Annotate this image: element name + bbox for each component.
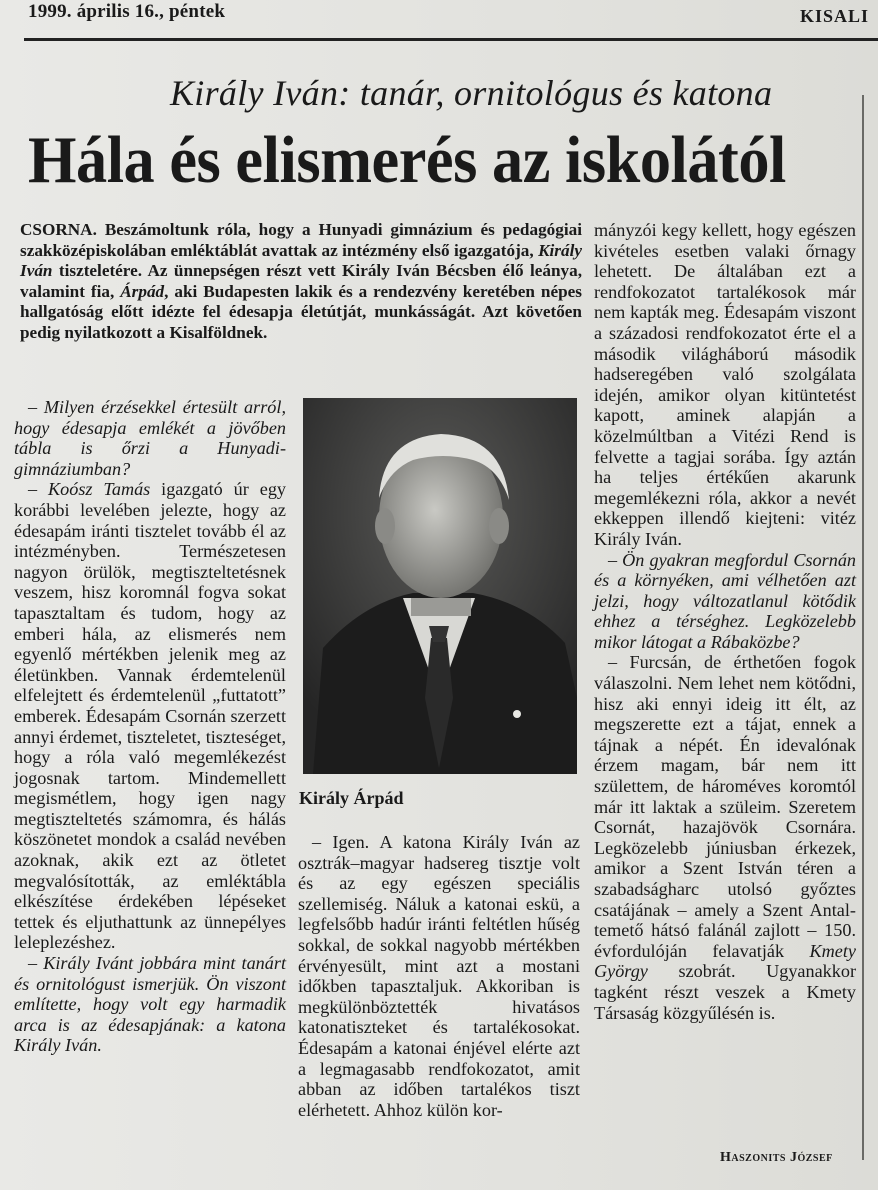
article-kicker: Király Iván: tanár, ornitológus és katona xyxy=(170,73,773,113)
answer-2: – Igen. A katona Király Iván az osztrák–magyar hadsereg tisztje volt és az egy egészen speciális szellemiség. Náluk a katonai eskü, a legfelsőbb hadúr iránti feltétlen hűség sokkal, de sokkal nagyobb mértékben érvényesült, mint azt a mostani időkben tapasztaljuk. Akkoriban is megkülönböztették hivatásos katonatiszteket és tartalékosokat. Édesapám a katonai énjével elérte azt a legmagasabb rendfokozatot, amit abban az időben tartalékos tiszt elérhetett. Ahhoz külön kor- xyxy=(298,832,580,1120)
answer-2-continued: mányzói kegy kellett, hogy egészen kivételes esetben valaki őrnagy lehetett. De általában ezt a rendfokozatot tartalékosok már nem kapták meg. Édesapám viszont a századosi rendfokozatot érte el a második világháború második hadseregében való szolgálata idején, amikor olyan kitüntetést kapott, aminek alapján a közelmúltban a Vitézi Rend is felvette a tagjai sorába. Így aztán ha teljes értékűen akarunk megemlékezni róla, akkor a nevét ekkeppen illendő kiejteni: vitéz Király Iván. xyxy=(594,220,856,549)
portrait-illustration xyxy=(303,398,577,774)
column-1 xyxy=(14,397,286,1056)
article-headline: Hála és elismerés az iskolától xyxy=(28,123,786,197)
lead-name-2: Árpád xyxy=(120,281,165,301)
column-3 xyxy=(594,220,856,1023)
lead-text-1: Beszámoltunk róla, hogy a Hunyadi gimnázium és pedagógiai szakközépiskolában emléktáblát avattak az intézmény első igazgatója, xyxy=(20,220,582,260)
portrait-photo xyxy=(303,398,577,774)
author-byline: Haszonits József xyxy=(720,1150,833,1165)
question-1: – Milyen érzésekkel értesült arról, hogy édesapja emlékét a jövőben tábla is őrzi a Hunyadi-gimnáziumban? xyxy=(14,397,286,479)
lead-text-3: , aki Budapesten lakik és a rendezvény keretében népes hallgatóság előtt idézte fel édesapja életútját, munkásságát. Azt követően pedig nyilatkozott a Kisalföldnek. xyxy=(20,281,582,342)
photo-caption: Király Árpád xyxy=(299,788,404,808)
lead-name-1: Király Iván xyxy=(20,240,582,280)
question-3: – Ön gyakran megfordul Csornán és a környéken, ami vélhetően azt jelzi, hogy változatlanul kötődik ehhez a térséghez. Legközelebb mikor látogat a Rábaközbe? xyxy=(594,549,856,652)
answer-1 xyxy=(14,479,286,953)
header-rule xyxy=(24,38,878,41)
article-lead xyxy=(20,220,582,343)
question-2: – Király Ivánt jobbára mint tanárt és ornitológust ismerjük. Ön viszont említette, hogy volt egy harmadik arca is az édesapjának: a katona Király Iván. xyxy=(14,953,286,1056)
answer-3 xyxy=(594,652,856,1023)
answer-3-text: – Furcsán, de érthetően fogok válaszolni. Nem lehet nem kötődni, hisz aki ennyi ideig itt élt, az megszerette ezt a tájat, ennek a tájnak a népét. Én idevalónak érzem magam, bár nem itt születtem, de hároméves koromtól már itt laktak a szüleim. Szeretem Csornát, hazajövök Csornára. Legközelebb júniusban érkezek, amikor a Szent István téren a szabadságharc utolsó győztes csatájának – amely a Szent Antal-temető hátsó falánál zajlott – 150. évfordulóján felavatják xyxy=(594,652,856,961)
answer-1-name: Koósz Tamás xyxy=(48,479,151,500)
answer-1-dash: – xyxy=(28,479,49,500)
column-2 xyxy=(298,832,580,1120)
issue-date: 1999. április 16., péntek xyxy=(28,1,226,22)
dateline: CSORNA. xyxy=(20,220,97,239)
answer-3-end: szobrát. Ugyanakkor tagként részt veszek a Kmety Társaság közgyűlésén is. xyxy=(594,961,856,1023)
answer-3-name: Kmety György xyxy=(594,940,856,982)
newspaper-name: KISALI xyxy=(800,6,870,26)
lead-text-2: tiszteletére. Az ünnepségen részt vett Király Iván Bécsben élő leánya, valamint fia, xyxy=(20,261,582,301)
column-edge-rule xyxy=(862,95,864,1160)
answer-1-text: igazgató úr egy korábbi levelében jelezte, hogy az édesapám iránti tisztelet tovább él az intézményben. Természetesen nagyon örülök, megtiszteltetésnek veszem, hisz koromnál fogva sokat tapasztaltam és tudom, hogy az emberi hála, az elismerés nem egyenlő mértékben jelenik meg az életünkben. Vannak érdemtelenül elfelejtett és érdemtelenül „futtatott” emberek. Édesapám Csornán szerzett annyi érdemet, tiszteletet, tiszteséget, hogy a róla való megemlékezést jogosnak tartom. Mindemellett megismétlem, hogy igen nagy megtiszteltetés számomra, és hálás köszönetet mondok a család nevében azoknak, akik ezt az ötletet megvalósították, az emléktábla elkészítése érdekében lépéseket tettek és eljuthattunk az ünnepélyes leleplezéshez. xyxy=(14,479,287,953)
